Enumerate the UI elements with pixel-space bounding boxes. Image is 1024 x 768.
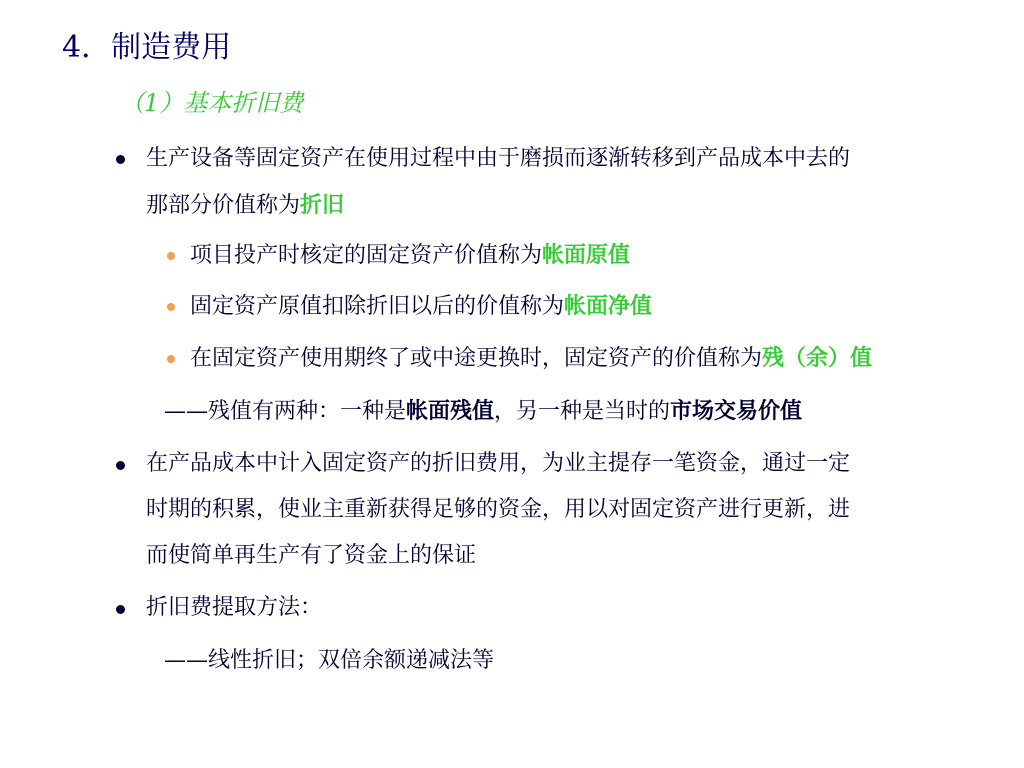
bullet-icon <box>116 155 125 164</box>
list-item-line: 生产设备等固定资产在使用过程中由于磨损而逐渐转移到产品成本中去的 <box>146 146 851 171</box>
list-item-line: 时期的积累，使业主重新获得足够的资金，用以对固定资产进行更新，进 <box>146 497 851 522</box>
slide-subtitle: （1）基本折旧费 <box>120 89 304 117</box>
list-item-text: 在固定资产使用期终了或中途更换时，固定资产的价值称为 <box>190 346 763 371</box>
sub-bullet-icon <box>167 303 175 311</box>
highlight-term: 帐面原值 <box>542 242 631 268</box>
list-item-depreciation-definition <box>146 136 986 229</box>
highlight-term: 帐面净值 <box>564 293 653 319</box>
sub-list-item-net-value <box>190 283 652 330</box>
bullet-icon <box>116 605 125 614</box>
sub-bullet-icon <box>167 252 175 260</box>
list-item-line <box>146 182 986 229</box>
highlight-term: 折旧 <box>300 192 345 218</box>
slide-title: 4．制造费用 <box>62 30 232 65</box>
highlight-term: 残（余）值 <box>762 345 873 371</box>
residual-value-types <box>164 388 802 435</box>
list-item-text: 固定资产原值扣除折旧以后的价值称为 <box>190 294 565 319</box>
bullet-icon <box>116 461 125 470</box>
list-item-text: ——残值有两种：一种是 <box>164 399 407 424</box>
list-item-text: 那部分价值称为 <box>146 193 301 218</box>
sub-list-item-residual-value <box>190 335 872 382</box>
sub-bullet-icon <box>167 355 175 363</box>
list-item-line: 在产品成本中计入固定资产的折旧费用，为业主提存一笔资金，通过一定 <box>146 451 851 476</box>
list-item-depreciation-methods: 折旧费提取方法： <box>146 595 323 620</box>
list-item-depreciation-purpose <box>146 441 986 579</box>
bold-term: 市场交易价值 <box>670 398 803 424</box>
list-item-line: 而使简单再生产有了资金上的保证 <box>146 543 477 568</box>
list-item-text: 项目投产时核定的固定资产价值称为 <box>190 243 543 268</box>
depreciation-method-list: ——线性折旧；双倍余额递减法等 <box>164 648 495 673</box>
list-item-text: ，另一种是当时的 <box>494 399 671 424</box>
bold-term: 帐面残值 <box>406 398 495 424</box>
sub-list-item-original-value <box>190 232 630 279</box>
